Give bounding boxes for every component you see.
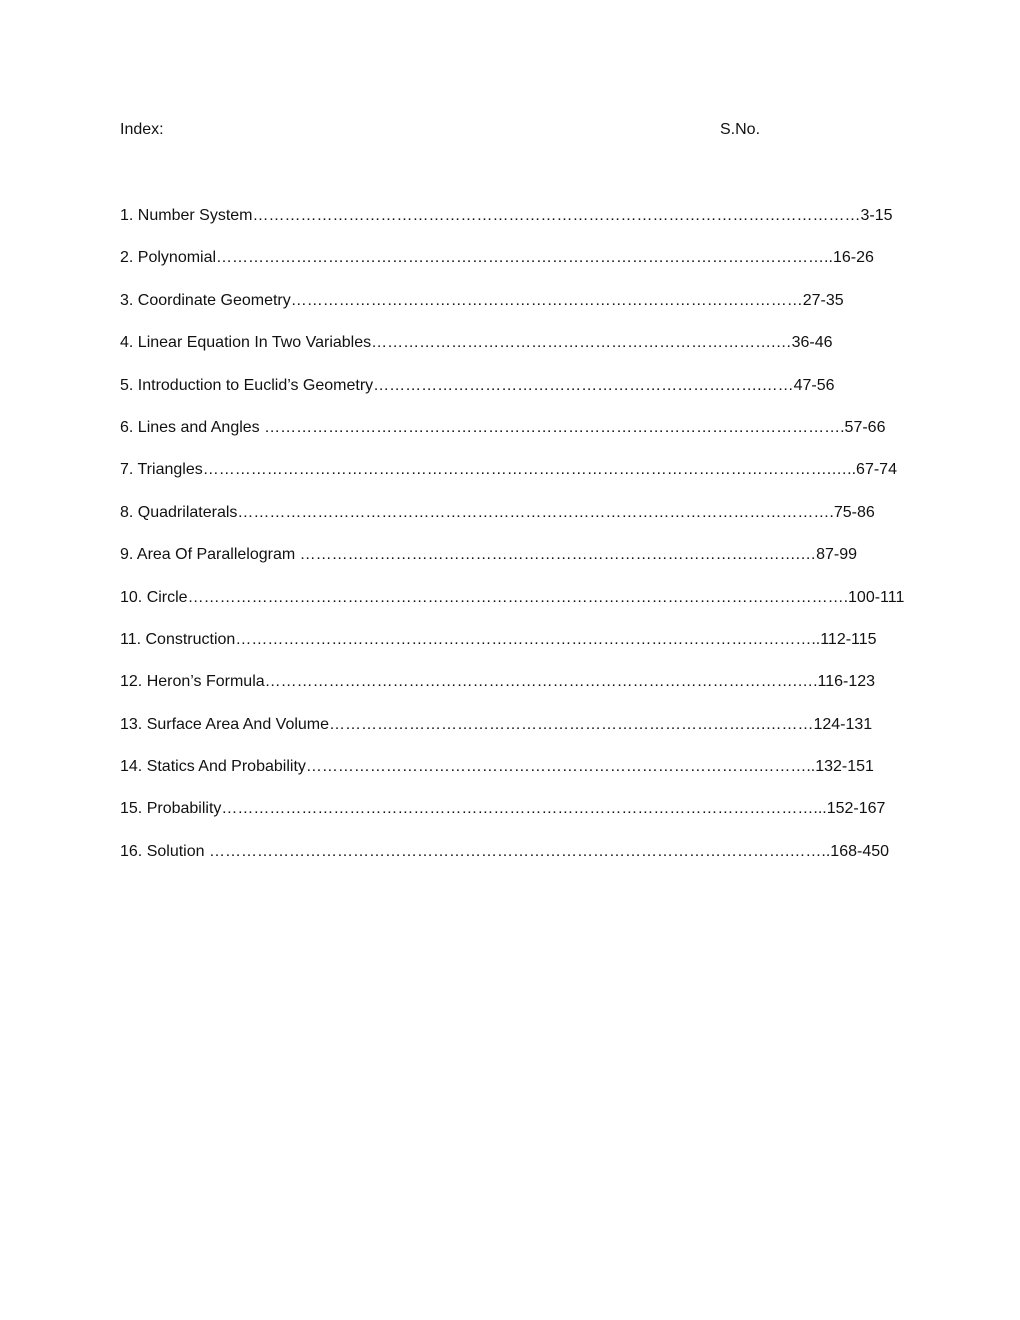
toc-entry: 3. Coordinate Geometry……………………………………………………………………………………27-35 <box>120 291 844 309</box>
toc-entry: 10. Circle…………………………………………………………………………………………………………….100-111 <box>120 588 905 606</box>
serial-number-label: S.No. <box>720 121 761 138</box>
toc-entry: 2. Polynomial……………………………………………………………………………………………………..16-26 <box>120 249 874 267</box>
toc-entry: 9. Area Of Parallelogram ………………………………………………………………………………….…87-99 <box>120 546 858 564</box>
toc-entry: 12. Heron’s Formula……………………………………………………………………………………….….116-123 <box>120 673 876 691</box>
toc-entry: 4. Linear Equation In Two Variables………………………………………………………………….…36-46 <box>120 334 833 352</box>
toc-entry: 7. Triangles……………………………………………………………………………………………………….…..67-74 <box>120 461 897 479</box>
toc-entry: 1. Number System……………………………………………………………………………………………………3-15 <box>120 207 893 224</box>
table-of-contents <box>120 205 905 883</box>
toc-entry: 14. Statics And Probability………………………………………………………………………….………..132-151 <box>120 758 874 776</box>
toc-entry: 6. Lines and Angles ……………………………………………………………………………………………….57-66 <box>120 418 886 436</box>
toc-entry: 5. Introduction to Euclid’s Geometry……………………………………………………………….……47-56 <box>120 376 835 394</box>
toc-entry: 8. Quadrilaterals………………………………………………………………………………………………….75-86 <box>120 503 875 521</box>
index-header <box>120 121 780 143</box>
toc-entry: 15. Probability…………………………………………………………………………………………………...152-167 <box>120 800 886 818</box>
toc-entry: 13. Surface Area And Volume……………………………………………………………………….………124-131 <box>120 715 873 733</box>
index-label: Index: <box>120 121 164 138</box>
toc-entry: 11. Construction………………………………………………………………………………………………..112-115 <box>120 630 877 648</box>
toc-entry: 16. Solution ……………………………………………………………………………………………….……..168-450 <box>120 842 890 860</box>
